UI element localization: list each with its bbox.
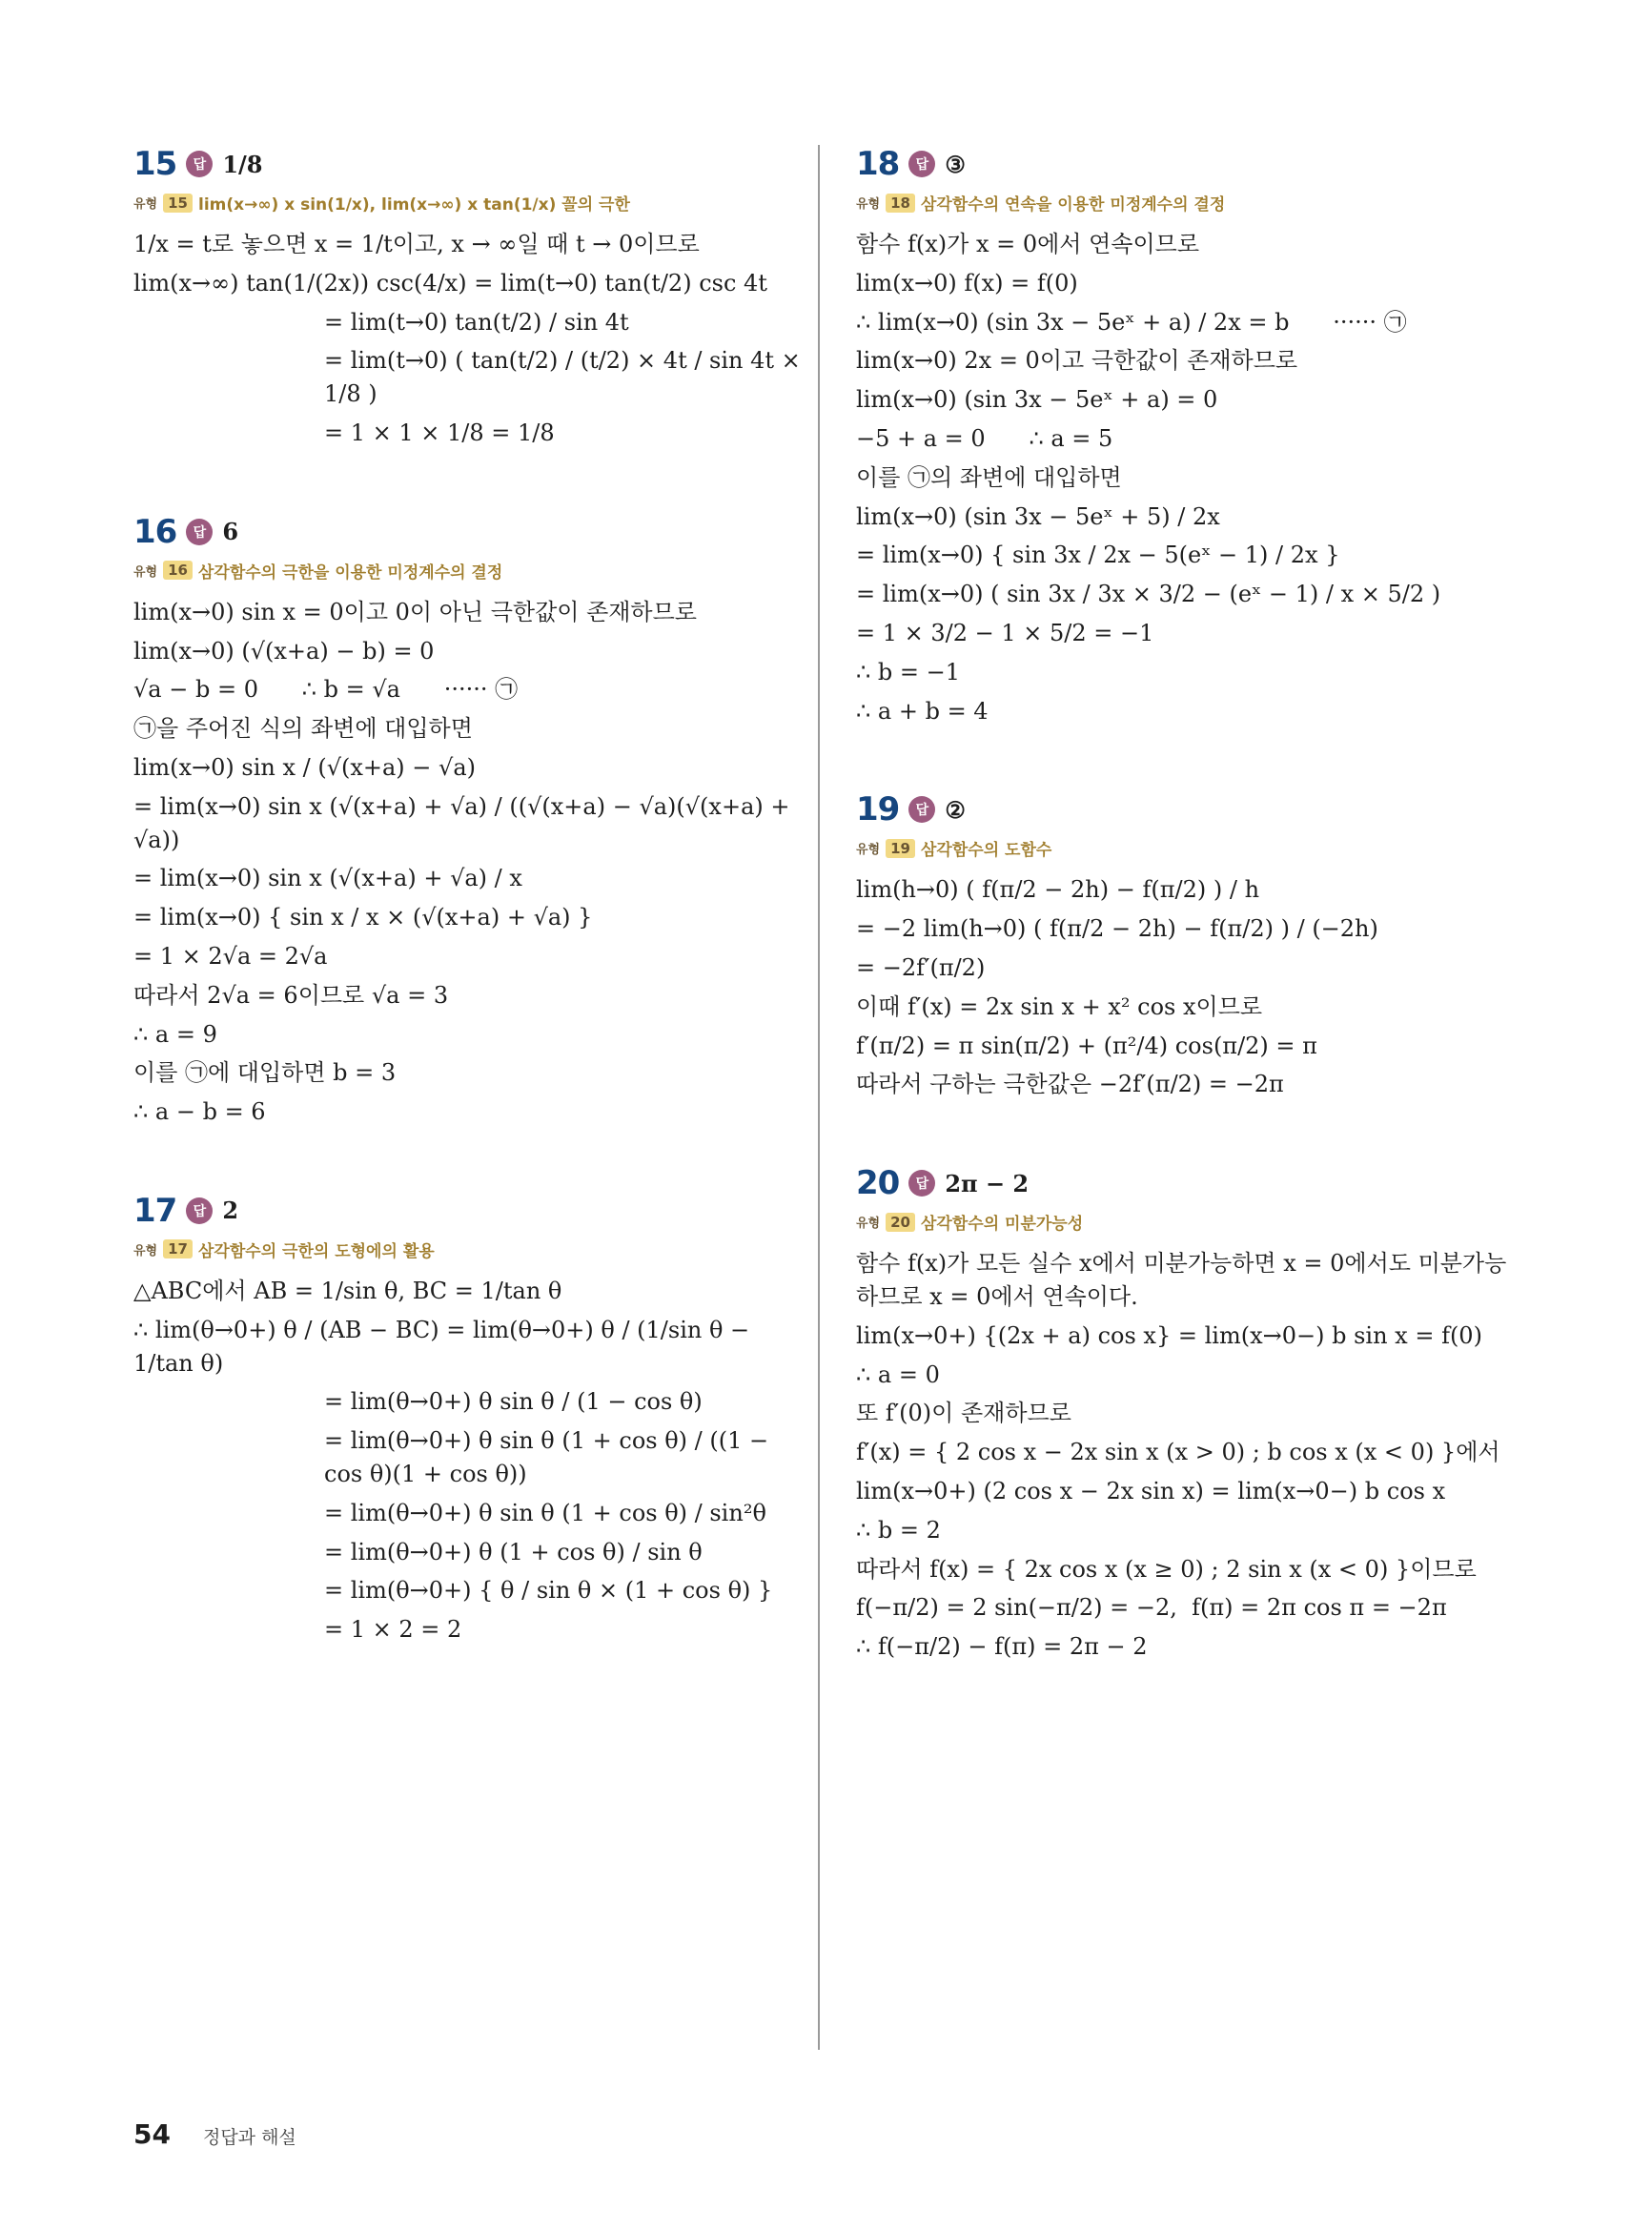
solution-line: lim(x→0+) (2 cos x − 2x sin x) = lim(x→0−) b cos x [856, 1477, 1446, 1504]
solution-line: = lim(x→0) sin x (√(x+a) + √a) / ((√(x+a) − √a)(√(x+a) + √a)) [133, 792, 798, 853]
solution-line: = lim(θ→0+) θ sin θ / (1 − cos θ) [324, 1388, 703, 1416]
solution-line: 따라서 2√a = 6이므로 √a = 3 [133, 981, 449, 1009]
answer-value: 6 [222, 518, 239, 546]
solution-line: = 1 × 2√a = 2√a [133, 942, 328, 970]
solution-line: ∴ b = 2 [856, 1516, 941, 1544]
solution-line: = lim(θ→0+) { θ / sin θ × (1 + cos θ) } [324, 1577, 773, 1605]
answer-badge: 답 [186, 151, 213, 177]
solution-line: 따라서 f(x) = { 2x cos x (x ≥ 0) ; 2 sin x (x < 0) }이므로 [856, 1555, 1477, 1583]
answer-badge: 답 [908, 151, 935, 177]
solution-line: ∴ a = 9 [133, 1020, 217, 1048]
page-number: 54 [133, 2118, 171, 2150]
right-column [856, 143, 1523, 1725]
solution-line: lim(x→0) sin x = 0이고 0이 아닌 극한값이 존재하므로 [133, 598, 697, 625]
problem-header [856, 788, 1523, 830]
solution-line: ∴ lim(θ→0+) θ / (AB − BC) = lim(θ→0+) θ / (1/sin θ − 1/tan θ) [133, 1316, 757, 1377]
solution-line: = 1 × 3/2 − 1 × 5/2 = −1 [856, 619, 1154, 646]
problem-header [133, 511, 801, 553]
problem-header [856, 1162, 1523, 1204]
solution-line: f(−π/2) = 2 sin(−π/2) = −2, f(π) = 2π cos π = −2π [856, 1594, 1447, 1622]
answer-value: 2π − 2 [945, 1169, 1030, 1197]
solution-line: = 1 × 1 × 1/8 = 1/8 [324, 419, 555, 446]
solution-line: = lim(x→0) ( sin 3x / 3x × 3/2 − (eˣ − 1) / x × 5/2 ) [856, 581, 1441, 608]
type-tag: 유형 20 삼각함수의 미분가능성 [856, 1213, 1084, 1235]
problem-header [133, 143, 801, 185]
solution-line: ㉠을 주어진 식의 좌변에 대입하면 [133, 715, 473, 743]
problem-number: 18 [856, 145, 900, 183]
answer-value: ② [945, 795, 966, 824]
solution-line: ∴ lim(x→0) (sin 3x − 5eˣ + a) / 2x = b ······ ㉠ [856, 308, 1407, 336]
answer-value: 1/8 [222, 150, 263, 178]
answer-badge: 답 [186, 1197, 213, 1224]
column-divider [818, 145, 820, 2050]
solution-line: lim(x→∞) tan(1/(2x)) csc(4/x) = lim(t→0) tan(t/2) csc 4t [133, 269, 767, 297]
solution-line: 또 f′(0)이 존재하므로 [856, 1400, 1071, 1427]
solution-line: lim(h→0) ( f(π/2 − 2h) − f(π/2) ) / h [856, 876, 1260, 904]
problem-15 [133, 143, 808, 450]
solution-line: = lim(θ→0+) θ sin θ (1 + cos θ) / sin²θ [324, 1499, 766, 1526]
answer-badge: 답 [908, 796, 935, 823]
problem-number: 16 [133, 512, 177, 551]
solution-line: ∴ a + b = 4 [856, 697, 989, 725]
solution-line: = lim(x→0) sin x (√(x+a) + √a) / x [133, 865, 522, 892]
type-tag: 유형 19 삼각함수의 도함수 [856, 839, 1052, 861]
solution-line: f′(π/2) = π sin(π/2) + (π²/4) cos(π/2) = π [856, 1032, 1317, 1059]
problem-17 [133, 1190, 801, 1647]
solution-line: lim(x→0) sin x / (√(x+a) − √a) [133, 753, 477, 781]
type-tag: 유형 16 삼각함수의 극한을 이용한 미정계수의 결정 [133, 562, 503, 583]
solution-line: = lim(θ→0+) θ (1 + cos θ) / sin θ [324, 1538, 703, 1565]
solution-line: 1/x = t로 놓으면 x = 1/t이고, x → ∞일 때 t → 0이므로 [133, 231, 700, 257]
problem-number: 20 [856, 1164, 900, 1203]
answer-value: 2 [222, 1197, 239, 1225]
solution-line: = lim(x→0) { sin 3x / 2x − 5(eˣ − 1) / 2x } [856, 542, 1340, 569]
solution-line: = lim(t→0) tan(t/2) / sin 4t [324, 308, 629, 336]
problem-number: 15 [133, 145, 177, 183]
solution-line: √a − b = 0 ∴ b = √a ······ ㉠ [133, 676, 519, 704]
solution-line: 따라서 구하는 극한값은 −2f′(π/2) = −2π [856, 1071, 1284, 1098]
type-tag: 유형 17 삼각함수의 극한의 도형에의 활용 [133, 1240, 435, 1261]
solution-line: ∴ b = −1 [856, 658, 961, 685]
solution-line: lim(x→0) 2x = 0이고 극한값이 존재하므로 [856, 347, 1298, 375]
solution-line: △ABC에서 AB = 1/sin θ, BC = 1/tan θ [133, 1277, 562, 1304]
problem-number: 17 [133, 1191, 177, 1230]
type-tag: 유형 18 삼각함수의 연속을 이용한 미정계수의 결정 [856, 194, 1226, 215]
problem-number: 19 [856, 790, 900, 829]
solution-line: 이를 ㉠에 대입하면 b = 3 [133, 1059, 397, 1087]
solution-line: ∴ a = 0 [856, 1361, 940, 1388]
solution-line: 이를 ㉠의 좌변에 대입하면 [856, 463, 1122, 491]
page-footer [133, 2118, 296, 2150]
solution-line: = lim(θ→0+) θ sin θ (1 + cos θ) / ((1 − cos θ)(1 + cos θ)) [324, 1427, 776, 1487]
answer-badge: 답 [908, 1170, 935, 1197]
solution-line: = −2f′(π/2) [856, 953, 986, 981]
solution-line: lim(x→0) f(x) = f(0) [856, 269, 1078, 297]
solution-line: 함수 f(x)가 모든 실수 x에서 미분가능하면 x = 0에서도 미분가능하므로 x = 0에서 연속이다. [856, 1250, 1507, 1310]
solution-line: = lim(x→0) { sin x / x × (√(x+a) + √a) } [133, 904, 593, 931]
solution-line: ∴ a − b = 6 [133, 1098, 266, 1126]
problem-header [856, 143, 1523, 185]
solution-line: lim(x→0) (sin 3x − 5eˣ + a) = 0 [856, 386, 1218, 414]
solution-line: −5 + a = 0 ∴ a = 5 [856, 424, 1113, 452]
problem-header [133, 1190, 801, 1232]
solution-line: lim(x→0) (sin 3x − 5eˣ + 5) / 2x [856, 502, 1220, 530]
problem-20 [856, 1162, 1523, 1664]
problem-16 [133, 511, 801, 1129]
problem-18 [856, 143, 1523, 727]
solution-line: 이때 f′(x) = 2x sin x + x² cos x이므로 [856, 992, 1263, 1020]
left-column [133, 143, 808, 1708]
solution-line: 함수 f(x)가 x = 0에서 연속이므로 [856, 231, 1200, 257]
type-tag: 유형 15 lim(x→∞) x sin(1/x), lim(x→∞) x tan(1/x) 꼴의 극한 [133, 194, 630, 215]
problem-19 [856, 788, 1523, 1101]
solution-line: = 1 × 2 = 2 [324, 1616, 462, 1644]
solution-line: f′(x) = { 2 cos x − 2x sin x (x > 0) ; b cos x (x < 0) }에서 [856, 1439, 1500, 1466]
answer-value: ③ [945, 150, 966, 178]
answer-badge: 답 [186, 519, 213, 545]
solution-line: = −2 lim(h→0) ( f(π/2 − 2h) − f(π/2) ) / (−2h) [856, 915, 1378, 943]
footer-label: 정답과 해설 [202, 2127, 296, 2148]
solution-line: lim(x→0) (√(x+a) − b) = 0 [133, 637, 435, 665]
solution-line: = lim(t→0) ( tan(t/2) / (t/2) × 4t / sin 4t × 1/8 ) [324, 347, 808, 408]
solution-line: lim(x→0+) {(2x + a) cos x} = lim(x→0−) b sin x = f(0) [856, 1321, 1482, 1349]
solution-line: ∴ f(−π/2) − f(π) = 2π − 2 [856, 1633, 1148, 1661]
